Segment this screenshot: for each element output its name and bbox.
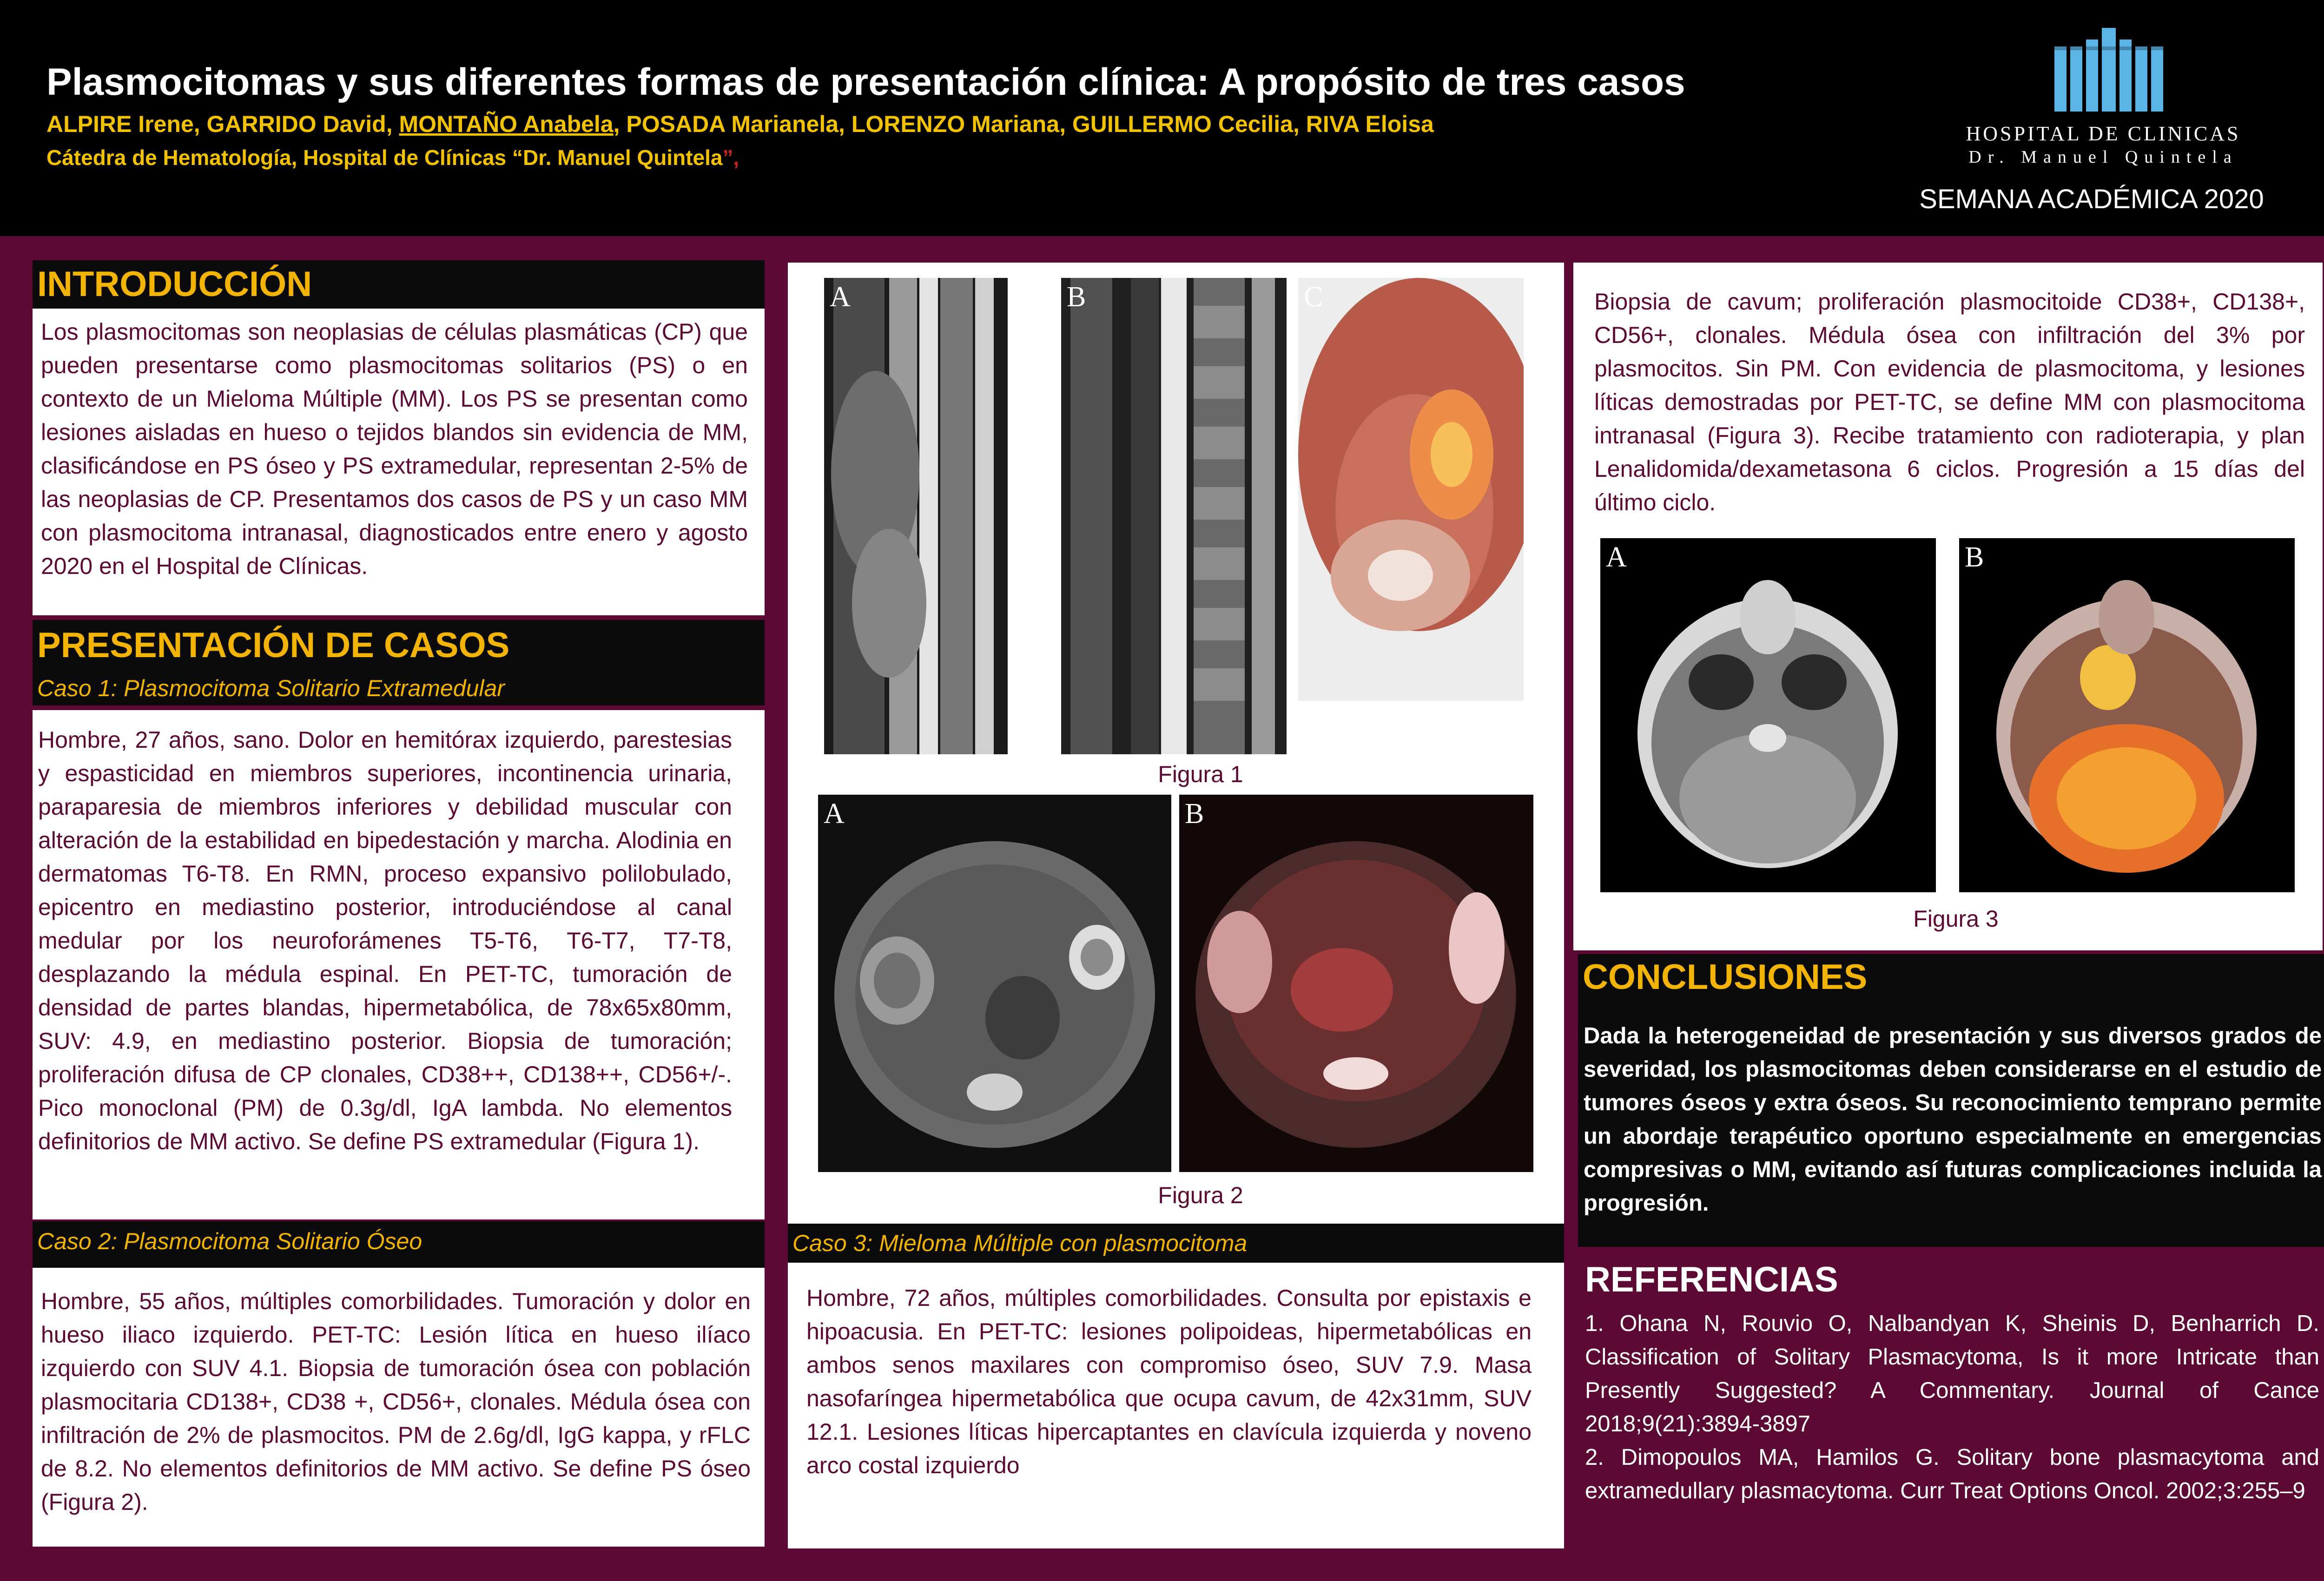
figure3-caption: Figura 3 (1913, 906, 1999, 932)
case3-continued-text: Biopsia de cavum; proliferación plasmocitoide CD38+, CD138+, CD56+, clonales. Médula ósea con infiltración del 3% por plasmocitos. Sin PM. Con evidencia de plasmocitoma, y lesiones líticas demostradas por PET-TC, se define MM con plasmocitoma intranasal (Figura 3). Recibe tratamiento con radioterapia, y plan Lenalidomida/dexametasona 6 ciclos. Progresión a 15 días del último ciclo. (1594, 289, 2305, 515)
intro-heading: INTRODUCCIÓN (33, 260, 765, 309)
figure2-label-b: B (1185, 798, 1204, 830)
figure1-label-c: C (1304, 281, 1323, 313)
intro-box (33, 309, 765, 615)
conclusions-text: Dada la heterogeneidad de presentación y sus diversos grados de severidad, los plasmocitomas deben considerarse en el estudio de tumores óseos y extra óseos. Su reconocimiento temprano permite un abordaje terapéutico oportuno especialmente en emergencias compresivas o MM, evitando así futuras complicaciones incluida la progresión. (1584, 1023, 2322, 1216)
figure3-label-b: B (1965, 541, 1984, 573)
figure1-label-b: B (1067, 281, 1086, 313)
conclusions-heading: CONCLUSIONES (1578, 954, 2324, 1001)
cases-heading: PRESENTACIÓN DE CASOS (33, 620, 765, 671)
case3-text: Hombre, 72 años, múltiples comorbilidades. Consulta por epistaxis e hipoacusia. En PET-TC: lesiones polipoideas, hipermetabólicas en ambos senos maxilares con compromiso óseo, SUV 7.9. Masa nasofaríngea hipermetabólica que ocupa cavum, de 42x31mm, SUV 12.1. Lesiones líticas hipercaptantes en clavícula izquierda y noveno arco costal izquierdo (806, 1285, 1532, 1478)
references-list (1585, 1307, 2319, 1508)
figure2-caption: Figura 2 (1158, 1182, 1243, 1208)
figure2-panel-b (1179, 795, 1533, 1172)
authors-presenter: MONTAÑO Anabela (399, 111, 614, 137)
figure3-panel-b (1959, 538, 2295, 892)
authors-line (46, 111, 1434, 138)
references-heading: REFERENCIAS (1585, 1260, 1838, 1299)
case2-title: Caso 2: Plasmocitoma Solitario Óseo (33, 1221, 765, 1268)
poster-title: Plasmocitomas y sus diferentes formas de presentación clínica: A propósito de tres casos (46, 61, 1685, 103)
hospital-subname: Dr. Manuel Quintela (1968, 147, 2238, 167)
case3-title: Caso 3: Mieloma Múltiple con plasmocitoma (788, 1224, 1564, 1263)
case1-title: Caso 1: Plasmocitoma Solitario Extramedular (33, 671, 765, 705)
hospital-name: HOSPITAL DE CLINICAS (1966, 122, 2241, 145)
case2-box (33, 1268, 765, 1547)
case1-box (33, 710, 765, 1219)
affiliation-text: Cátedra de Hematología, Hospital de Clínicas “Dr. Manuel Quintela (46, 145, 723, 170)
figure2-panel-a (818, 795, 1171, 1172)
case1-text: Hombre, 27 años, sano. Dolor en hemitórax izquierdo, parestesias y espasticidad en miembros superiores, incontinencia urinaria, paraparesia de miembros inferiores y debilidad muscular con alteración de la estabilidad en bipedestación y marcha. Alodinia en dermatomas T6-T8. En RMN, proceso expansivo polilobulado, epicentro en mediastino posterior, introduciéndose al canal medular por los neuroforámenes T5-T6, T6-T7, T7-T8, desplazando la médula espinal. En PET-TC, tumoración de densidad de partes blandas, hipermetabólica, de 78x65x80mm, SUV: 4.9, en mediastino posterior. Biopsia de tumoración; proliferación difusa de CP clonales, CD38++, CD138++, CD56+/-. Pico monoclonal (PM) de 0.3g/dl, IgA lambda. No elementos definitorios de MM activo. Se define PS extramedular (Figura 1). (38, 727, 732, 1154)
figure1-caption: Figura 1 (1158, 761, 1243, 787)
reference-1: 1. Ohana N, Rouvio O, Nalbandyan K, Sheinis D, Benharrich D. Classification of Solitary Plasmacytoma, Is it more Intricate than Presently Suggested? A Commentary. Journal of Cance 2018;9(21):3894-3897 (1585, 1311, 2319, 1436)
figure1-label-a: A (830, 281, 851, 313)
authors-post: , POSADA Marianela, LORENZO Mariana, GUILLERMO Cecilia, RIVA Eloisa (613, 111, 1434, 137)
reference-2: 2. Dimopoulos MA, Hamilos G. Solitary bone plasmacytoma and extramedullary plasmacytoma. Curr Treat Options Oncol. 2002;3:255–9 (1585, 1445, 2319, 1503)
authors-pre: ALPIRE Irene, GARRIDO David, (46, 111, 399, 137)
figure1-panel-a (824, 278, 1008, 754)
figure2-label-a: A (824, 798, 845, 830)
hospital-logo-icon (2054, 28, 2171, 112)
figure1-panel-b (1061, 278, 1287, 754)
figure1-panel-c (1298, 278, 1524, 701)
figure3-panel-a (1600, 538, 1936, 892)
intro-text: Los plasmocitomas son neoplasias de células plasmáticas (CP) que pueden presentarse como plasmocitomas solitarios (PS) o en contexto de un Mieloma Múltiple (MM). Los PS se presentan como lesiones aisladas en hueso o tejidos blandos sin evidencia de MM, clasificándose en PS óseo y PS extramedular, representan 2-5% de las neoplasias de CP. Presentamos dos casos de PS y un caso MM con plasmocitoma intranasal, diagnosticados entre enero y agosto 2020 en el Hospital de Clínicas. (41, 319, 748, 579)
affiliation-mark: ”, (722, 145, 739, 170)
case2-text: Hombre, 55 años, múltiples comorbilidades. Tumoración y dolor en hueso iliaco izquierdo. PET-TC: Lesión lítica en hueso ilíaco izquierdo con SUV 4.1. Biopsia de tumoración ósea con población plasmocitaria CD138+, CD38 +, CD56+, clonales. Médula ósea con infiltración de 2% de plasmocitos. PM de 2.6g/dl, IgG kappa, y rFLC de 8.2. No elementos definitorios de MM activo. Se define PS óseo (Figura 2). (41, 1288, 751, 1515)
conclusions-box (1578, 1001, 2324, 1247)
affiliation-line (46, 145, 739, 170)
case3-box (788, 1263, 1564, 1548)
event-name: SEMANA ACADÉMICA 2020 (1919, 184, 2264, 214)
figure3-label-a: A (1606, 541, 1627, 573)
